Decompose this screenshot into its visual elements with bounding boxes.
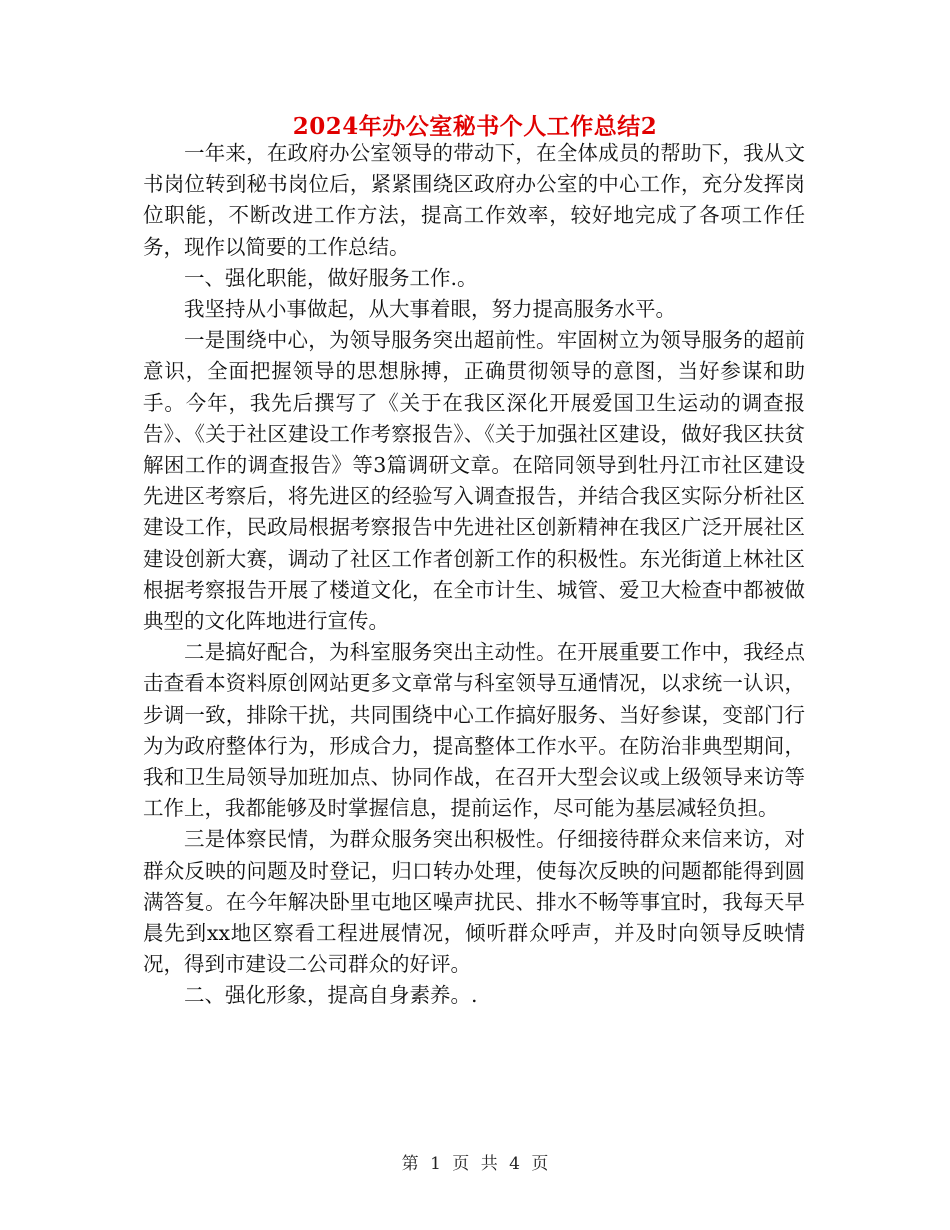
paragraph-section-1-lead: 我坚持从小事做起，从大事着眼，努力提高服务水平。 bbox=[184, 297, 676, 322]
paragraph-point-2: 二是搞好配合，为科室服务突出主动性。在开展重要工作中，我经点击查看本资料原创网站更多文章常与科室领导互通情况，以求统一认识，步调一致，排除干扰，共同围绕中心工作搞好服务、当好参谋，变部门行为为政府整体行为，形成合力，提高整体工作水平。在防治非典型期间，我和卫生局领导加班加点、协同作战，在召开大型会议或上级领导来访等工作上，我都能够及时掌握信息，提前运作，尽可能为基层减轻负担。 bbox=[143, 640, 805, 821]
paragraph-intro: 一年来，在政府办公室领导的带动下，在全体成员的帮助下，我从文书岗位转到秘书岗位后，紧紧围绕区政府办公室的中心工作，充分发挥岗位职能，不断改进工作方法，提高工作效率，较好地完成了各项工作任务，现作以简要的工作总结。 bbox=[143, 141, 805, 259]
page-number-footer: 第 1 页 共 4 页 bbox=[401, 1154, 549, 1174]
paragraph-point-3: 三是体察民情，为群众服务突出积极性。仔细接待群众来信来访，对群众反映的问题及时登记，归口转办处理，使每次反映的问题都能得到圆满答复。在今年解决卧里屯地区噪声扰民、排水不畅等事宜时，我每天早晨先到xx地区察看工程进展情况，倾听群众呼声，并及时向领导反映情况，得到市建设二公司群众的好评。 bbox=[143, 827, 805, 977]
paragraph-point-1: 一是围绕中心，为领导服务突出超前性。牢固树立为领导服务的超前意识，全面把握领导的思想脉搏，正确贯彻领导的意图，当好参谋和助手。今年，我先后撰写了《关于在我区深化开展爱国卫生运动的调查报告》、《关于社区建设工作考察报告》、《关于加强社区建设，做好我区扶贫解困工作的调查报告》等3篇调研文章。在陪同领导到牡丹江市社区建设先进区考察后，将先进区的经验写入调查报告，并结合我区实际分析社区建设工作，民政局根据考察报告中先进社区创新精神在我区广泛开展社区建设创新大赛，调动了社区工作者创新工作的积极性。东光街道上林社区根据考察报告开展了楼道文化，在全市计生、城管、爱卫大检查中都被做典型的文化阵地进行宣传。 bbox=[143, 328, 805, 634]
section-heading-1: 一、强化职能，做好服务工作.。 bbox=[184, 265, 478, 290]
document-title: 2024年办公室秘书个人工作总结2 bbox=[292, 113, 658, 140]
document-body bbox=[143, 138, 805, 1012]
section-heading-2: 二、强化形象，提高自身素养。. bbox=[184, 983, 478, 1008]
